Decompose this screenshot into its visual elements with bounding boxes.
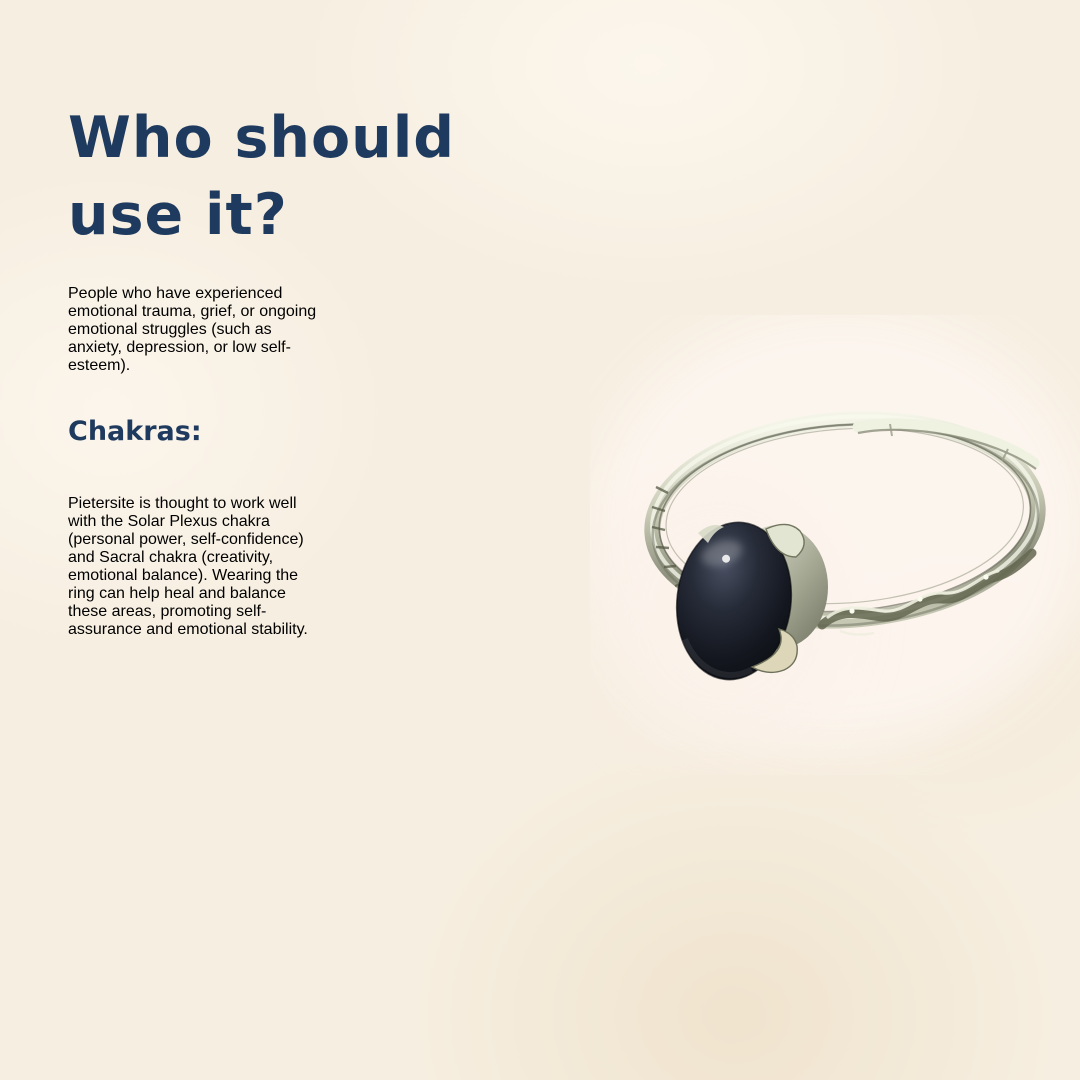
page-title bbox=[68, 0, 578, 254]
intro-line: People who have experienced bbox=[68, 285, 283, 302]
intro-line: emotional trauma, grief, or ongoing bbox=[68, 303, 317, 320]
chakras-line: these areas, promoting self- bbox=[68, 603, 267, 620]
pietersite-ring-photo bbox=[590, 315, 1080, 775]
chakras-line: Pietersite is thought to work well bbox=[68, 495, 297, 512]
chakras-line: with the Solar Plexus chakra bbox=[68, 513, 270, 530]
chakras-line: emotional balance). Wearing the bbox=[68, 567, 299, 584]
intro-line: esteem). bbox=[68, 357, 131, 374]
ring-illustration bbox=[590, 315, 1080, 775]
chakras-line: and Sacral chakra (creativity, bbox=[68, 549, 274, 566]
text-column bbox=[68, 0, 578, 655]
intro-line: anxiety, depression, or low self- bbox=[68, 339, 291, 356]
chakras-line: (personal power, self-confidence) bbox=[68, 531, 304, 548]
title-line: use it? bbox=[68, 182, 288, 248]
chakras-line: assurance and emotional stability. bbox=[68, 621, 308, 638]
chakras-heading: Chakras: bbox=[68, 416, 202, 447]
intro-line: emotional struggles (such as bbox=[68, 321, 272, 338]
title-line: Who should bbox=[68, 105, 456, 171]
chakras-line: ring can help heal and balance bbox=[68, 585, 286, 602]
